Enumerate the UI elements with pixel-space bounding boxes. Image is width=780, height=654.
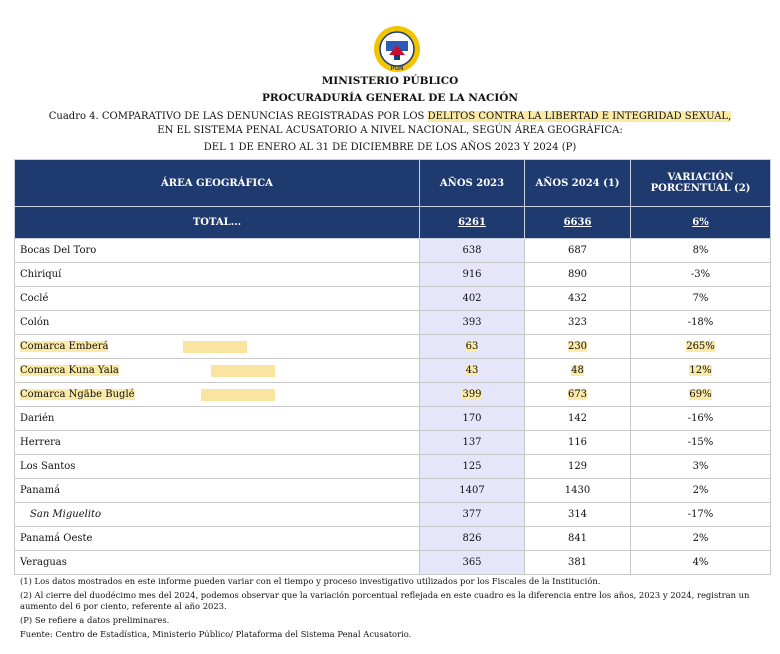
value-2024-cell <box>525 239 631 263</box>
variation-cell <box>631 455 771 479</box>
variation-cell <box>631 287 771 311</box>
value-2024-cell-text: 314 <box>567 509 588 520</box>
variation-cell-text: -17% <box>687 509 714 520</box>
variation-cell-text: -18% <box>687 317 714 328</box>
value-2024-cell <box>525 407 631 431</box>
value-2024-cell <box>525 527 631 551</box>
area-cell <box>15 479 420 503</box>
total-row <box>15 207 771 239</box>
value-2023-cell-text: 393 <box>462 317 482 328</box>
value-2024-cell-text: 890 <box>567 269 588 280</box>
value-2023-cell <box>420 239 525 263</box>
value-2024-cell-text: 230 <box>567 341 588 352</box>
table-row <box>15 479 771 503</box>
variation-cell-text: 2% <box>692 533 709 544</box>
table-row <box>15 239 771 263</box>
col-2024-header: AÑOS 2024 (1) <box>525 160 631 207</box>
col-area-header: ÁREA GEOGRÁFICA <box>15 160 420 207</box>
total-2023: 6261 <box>420 207 525 239</box>
value-2024-cell <box>525 431 631 455</box>
value-2024-cell <box>525 503 631 527</box>
value-2024-cell-text: 142 <box>567 413 588 424</box>
value-2023-cell <box>420 455 525 479</box>
footnote-1: (1) Los datos mostrados en este informe pueden variar con el tiempo y proceso investigativo utilizados por los Fiscales de la Institución. <box>20 576 601 586</box>
variation-cell <box>631 359 771 383</box>
area-cell <box>15 239 420 263</box>
area-cell <box>15 263 420 287</box>
table-row <box>15 551 771 575</box>
area-cell <box>15 383 420 407</box>
footnote-2: (2) Al cierre del duodécimo mes del 2024, podemos observar que la variación porcentual reflejada en este cuadro es la diferencia entre los años, 2023 y 2024, registran un aumento del 6 por ciento, referente al año 2023. <box>20 590 750 611</box>
variation-cell <box>631 431 771 455</box>
table-body <box>15 239 771 575</box>
value-2023-cell <box>420 263 525 287</box>
table-row <box>15 359 771 383</box>
variation-cell <box>631 383 771 407</box>
total-variation: 6% <box>631 207 771 239</box>
value-2023-cell-text: 399 <box>462 389 482 400</box>
variation-cell <box>631 239 771 263</box>
variation-cell <box>631 311 771 335</box>
variation-cell <box>631 551 771 575</box>
header-row <box>15 160 771 207</box>
value-2024-cell-text: 129 <box>567 461 588 472</box>
area-cell <box>15 311 420 335</box>
highlight-mark <box>183 341 247 353</box>
table-row <box>15 407 771 431</box>
value-2023-cell <box>420 287 525 311</box>
variation-cell <box>631 407 771 431</box>
footnote-3: (P) Se refiere a datos preliminares. <box>20 615 170 625</box>
table-row <box>15 335 771 359</box>
variation-cell-text: 2% <box>692 485 709 496</box>
variation-cell <box>631 527 771 551</box>
area-label: Colón <box>20 317 50 328</box>
value-2023-cell <box>420 527 525 551</box>
value-2023-cell <box>420 479 525 503</box>
complaints-table <box>14 159 771 575</box>
caption-text: Cuadro 4. COMPARATIVO DE LAS DENUNCIAS REGISTRADAS POR LOS <box>48 111 428 122</box>
variation-cell <box>631 503 771 527</box>
value-2024-cell-text: 323 <box>567 317 588 328</box>
ministry-title: MINISTERIO PÚBLICO <box>321 75 459 87</box>
variation-cell-text: 4% <box>692 557 709 568</box>
value-2024-cell-text: 1430 <box>564 485 591 496</box>
pgn-logo <box>373 25 421 73</box>
variation-cell-text: -15% <box>687 437 714 448</box>
table-row <box>15 287 771 311</box>
value-2023-cell-text: 916 <box>462 269 482 280</box>
caption-highlight: DELITOS CONTRA LA LIBERTAD E INTEGRIDAD SEXUAL, <box>427 111 732 122</box>
area-label: Panamá <box>20 485 61 496</box>
value-2024-cell <box>525 383 631 407</box>
value-2023-cell-text: 137 <box>462 437 482 448</box>
value-2023-cell-text: 826 <box>462 533 482 544</box>
value-2023-cell <box>420 383 525 407</box>
table-row <box>15 527 771 551</box>
value-2024-cell-text: 432 <box>567 293 588 304</box>
value-2023-cell <box>420 431 525 455</box>
variation-cell-text: 3% <box>692 461 709 472</box>
table-row <box>15 311 771 335</box>
value-2023-cell <box>420 359 525 383</box>
value-2023-cell <box>420 335 525 359</box>
col-2023-header: AÑOS 2023 <box>420 160 525 207</box>
variation-cell <box>631 479 771 503</box>
table-row <box>15 503 771 527</box>
table-row <box>15 455 771 479</box>
table-caption-line2: EN EL SISTEMA PENAL ACUSATORIO A NIVEL NACIONAL, SEGÚN ÁREA GEOGRÁFICA: <box>157 125 623 136</box>
area-cell <box>15 431 420 455</box>
value-2023-cell-text: 638 <box>462 245 482 256</box>
value-2024-cell-text: 673 <box>567 389 588 400</box>
area-label: Comarca Ngäbe Buglé <box>20 389 135 400</box>
variation-cell-text: 8% <box>692 245 709 256</box>
value-2023-cell-text: 377 <box>462 509 482 520</box>
area-label: Los Santos <box>20 461 76 472</box>
area-cell <box>15 335 420 359</box>
value-2024-cell <box>525 479 631 503</box>
value-2023-cell-text: 125 <box>462 461 482 472</box>
value-2024-cell <box>525 551 631 575</box>
value-2024-cell-text: 841 <box>567 533 588 544</box>
area-label: San Miguelito <box>30 509 102 520</box>
value-2024-cell <box>525 455 631 479</box>
table-row <box>15 431 771 455</box>
value-2023-cell-text: 402 <box>462 293 482 304</box>
area-label: Comarca Emberá <box>20 341 109 352</box>
table-row <box>15 263 771 287</box>
variation-cell-text: 265% <box>686 341 715 352</box>
area-label: Bocas Del Toro <box>20 245 97 256</box>
area-label: Veraguas <box>20 557 67 568</box>
table-caption-line1 <box>0 110 780 123</box>
area-cell <box>15 407 420 431</box>
value-2023-cell-text: 63 <box>465 341 479 352</box>
variation-cell <box>631 335 771 359</box>
area-label: Chiriquí <box>20 269 62 280</box>
area-cell <box>15 455 420 479</box>
value-2024-cell <box>525 359 631 383</box>
total-2024: 6636 <box>525 207 631 239</box>
variation-cell-text: -3% <box>690 269 711 280</box>
highlight-mark <box>211 365 275 377</box>
value-2024-cell-text: 381 <box>567 557 588 568</box>
variation-cell-text: 12% <box>689 365 712 376</box>
value-2024-cell-text: 48 <box>571 365 584 376</box>
col-variation-header: VARIACIÓN PORCENTUAL (2) <box>631 160 771 207</box>
area-cell <box>15 527 420 551</box>
value-2024-cell <box>525 287 631 311</box>
area-cell <box>15 287 420 311</box>
area-cell <box>15 503 420 527</box>
area-label: Coclé <box>20 293 49 304</box>
table-caption-line3: DEL 1 DE ENERO AL 31 DE DICIEMBRE DE LOS AÑOS 2023 Y 2024 (P) <box>203 142 577 153</box>
area-label: Darién <box>20 413 55 424</box>
highlight-mark <box>201 389 275 401</box>
pgn-logo-text: PGN <box>390 66 404 72</box>
value-2023-cell-text: 365 <box>462 557 482 568</box>
value-2023-cell <box>420 311 525 335</box>
variation-cell-text: -16% <box>687 413 714 424</box>
value-2023-cell-text: 1407 <box>459 485 485 496</box>
footnotes <box>20 576 770 643</box>
value-2023-cell-text: 170 <box>462 413 482 424</box>
value-2024-cell <box>525 311 631 335</box>
variation-cell-text: 7% <box>692 293 709 304</box>
value-2024-cell-text: 116 <box>567 437 588 448</box>
value-2024-cell-text: 687 <box>567 245 588 256</box>
variation-cell-text: 69% <box>689 389 712 400</box>
value-2023-cell <box>420 407 525 431</box>
value-2023-cell <box>420 551 525 575</box>
table-row <box>15 383 771 407</box>
area-label: Panamá Oeste <box>20 533 93 544</box>
value-2024-cell <box>525 263 631 287</box>
value-2023-cell-text: 43 <box>465 365 479 376</box>
area-label: Comarca Kuna Yala <box>20 365 119 376</box>
area-label: Herrera <box>20 437 61 448</box>
area-cell <box>15 359 420 383</box>
value-2024-cell <box>525 335 631 359</box>
total-label: TOTAL... <box>15 207 420 239</box>
value-2023-cell <box>420 503 525 527</box>
procuraduria-title: PROCURADURÍA GENERAL DE LA NACIÓN <box>261 92 519 104</box>
variation-cell <box>631 263 771 287</box>
source-note: Fuente: Centro de Estadística, Ministerio Público/ Plataforma del Sistema Penal Acusatorio. <box>20 629 412 639</box>
area-cell <box>15 551 420 575</box>
